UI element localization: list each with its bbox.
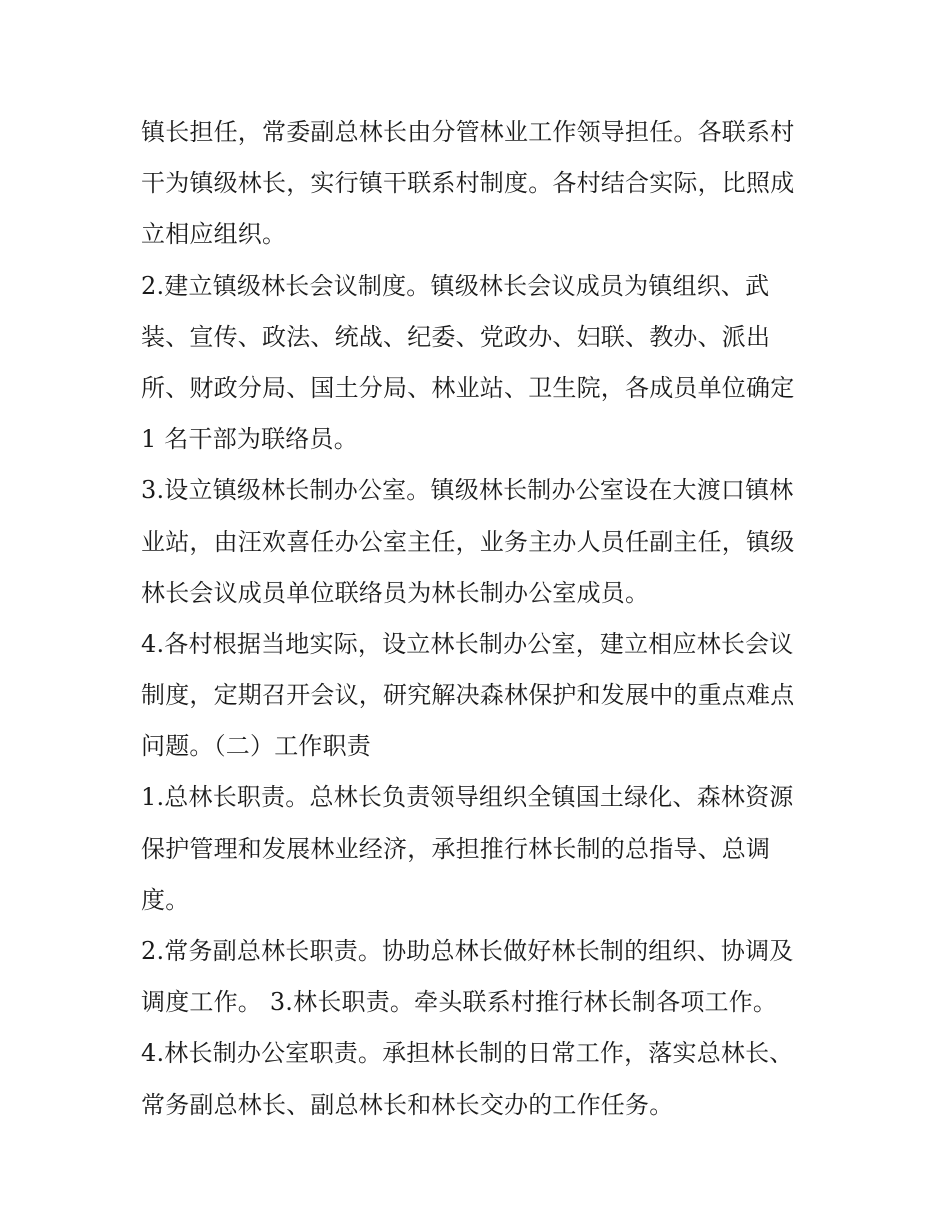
text-line: 2.常务副总林长职责。协助总林长做好林长制的组织、协调及 (141, 937, 794, 965)
text-line: 所、财政分局、国土分局、林业站、卫生院，各成员单位确定 (141, 373, 795, 402)
text-line: 4.各村根据当地实际，设立林长制办公室，建立相应林长会议 (141, 629, 794, 658)
document-body (141, 107, 831, 1131)
text-line: 装、宣传、政法、统战、纪委、党政办、妇联、教办、派出 (141, 322, 771, 351)
text-line: 常务副总林长、副总林长和林长交办的工作任务。 (141, 1090, 674, 1119)
text-line: 干为镇级林长，实行镇干联系村制度。各村结合实际，比照成 (141, 169, 795, 198)
text-line: 3.设立镇级林长制办公室。镇级林长制办公室设在大渡口镇林 (141, 476, 794, 505)
text-line: 林长会议成员单位联络员为林长制办公室成员。 (141, 578, 650, 607)
text-line: 1.总林长职责。总林长负责领导组织全镇国土绿化、森林资源 (141, 783, 794, 812)
text-line: 制度，定期召开会议，研究解决森林保护和发展中的重点难点 (141, 681, 795, 710)
text-line: 保护管理和发展林业经济，承担推行林长制的总指导、总调 (141, 834, 771, 863)
text-line: 2.建立镇级林长会议制度。镇级林长会议成员为镇组织、武 (141, 271, 770, 300)
text-line: 度。 (141, 885, 190, 914)
text-line: 立相应组织。 (141, 220, 287, 249)
text-line: 问题。（二）工作职责 (141, 732, 371, 761)
text-line: 4.林长制办公室职责。承担林长制的日常工作，落实总林长、 (141, 1039, 794, 1068)
text-line: 1 名干部为联络员。 (141, 425, 358, 454)
text-line: 调度工作。 3.林长职责。牵头联系村推行林长制各项工作。 (141, 988, 778, 1017)
text-line: 镇长担任，常委副总林长由分管林业工作领导担任。各联系村 (141, 118, 795, 146)
text-line: 业站，由汪欢喜任办公室主任，业务主办人员任副主任，镇级 (141, 527, 795, 556)
